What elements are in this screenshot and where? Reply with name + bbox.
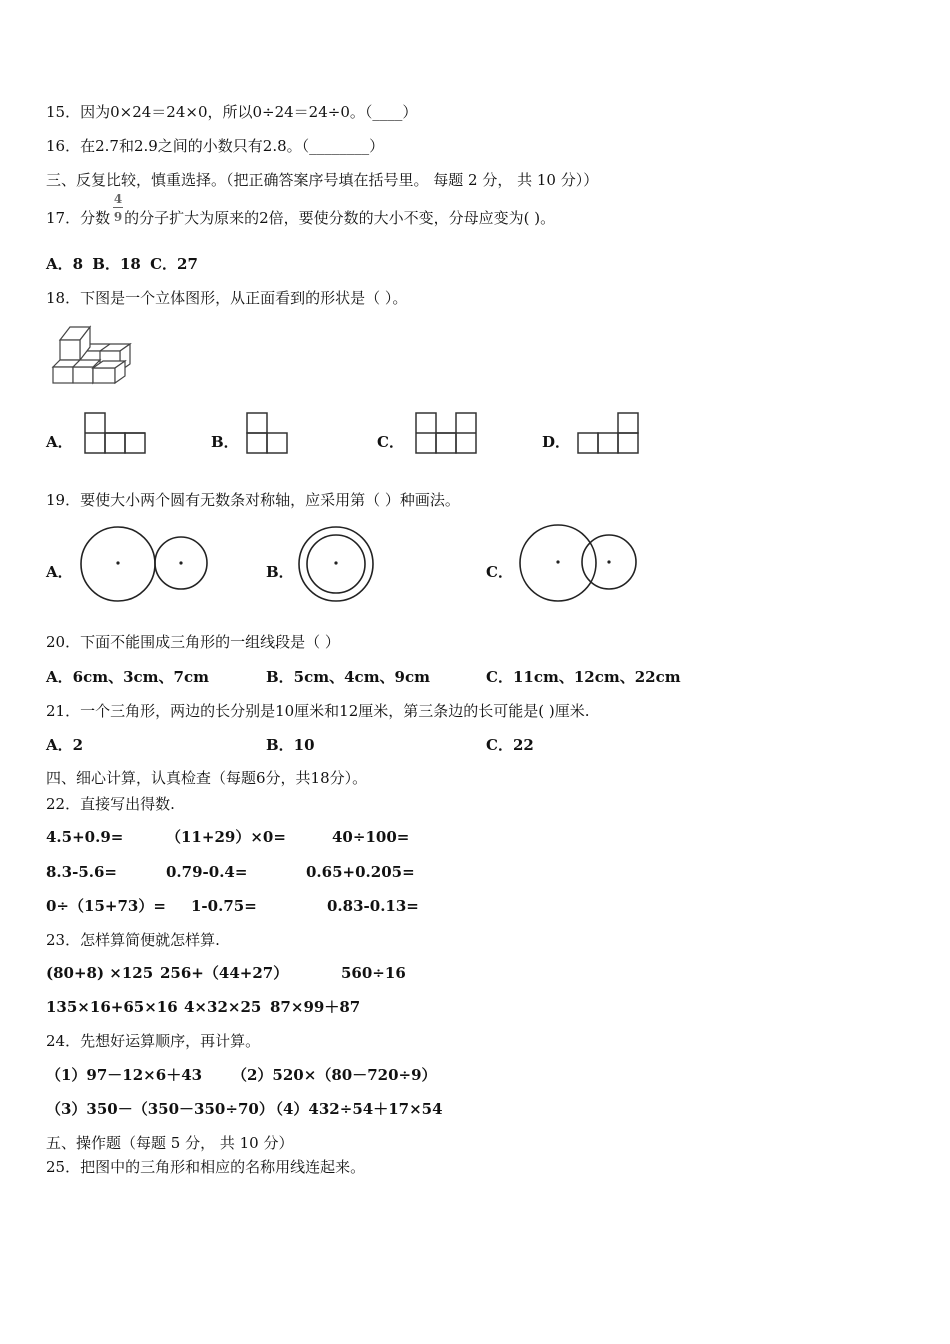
question-18: 18．下图是一个立体图形，从正面看到的形状是（ ）。 — [46, 289, 408, 307]
q22-expr: 4.5+0.9= — [46, 828, 124, 846]
q22-expr: 1-0.75= — [191, 897, 257, 915]
q23-expr: 256+（44+27） — [160, 964, 289, 982]
q23-expr: 135×16+65×16 — [46, 998, 178, 1016]
q21-option-a: A．2 — [46, 736, 84, 754]
q22-expr: （11+29）×0= — [166, 828, 286, 846]
q18-option-a-label: A． — [46, 433, 73, 451]
q18-option-d-label: D． — [542, 433, 571, 451]
q24-part-2: （2）520×（80－720÷9） — [232, 1066, 437, 1084]
q23-expr: 4×32×25 — [184, 998, 262, 1016]
q22-expr: 8.3-5.6= — [46, 863, 117, 881]
q19-option-c-label: C． — [486, 563, 513, 581]
q18-option-c-shape — [415, 412, 477, 454]
question-17-options: A．8 B．18 C．27 — [46, 255, 198, 273]
section-5-heading: 五、操作题（每题 5 分， 共 10 分） — [46, 1134, 294, 1152]
fraction-numerator: 4 — [113, 192, 123, 206]
question-24: 24．先想好运算顺序，再计算。 — [46, 1032, 261, 1050]
section-3-heading: 三、反复比较，慎重选择。（把正确答案序号填在括号里。 每题 2 分， 共 10 分）） — [46, 171, 599, 189]
solid-figure-drawing — [50, 324, 134, 384]
question-15: 15．因为0×24＝24×0，所以0÷24＝24÷0。（____） — [46, 103, 418, 121]
fraction-denominator: 9 — [113, 210, 123, 224]
q22-expr: 0.83-0.13= — [327, 897, 419, 915]
question-19: 19．要使大小两个圆有无数条对称轴，应采用第（ ）种画法。 — [46, 491, 460, 509]
q18-option-d-shape — [577, 412, 639, 454]
q20-option-b: B．5cm、4cm、9cm — [266, 668, 431, 686]
fraction-bar — [113, 207, 123, 208]
section-4-heading: 四、细心计算，认真检查（每题6分，共18分）。 — [46, 769, 368, 787]
question-16: 16．在2.7和2.9之间的小数只有2.8。（________） — [46, 137, 385, 155]
q18-option-b-shape — [246, 412, 288, 454]
question-17-suffix: 的分子扩大为原来的2倍，要使分数的大小不变，分母应变为( )。 — [124, 209, 556, 227]
q24-part-4: （4）432÷54＋17×54 — [268, 1100, 443, 1118]
q22-expr: 0.65+0.205= — [306, 863, 415, 881]
q22-expr: 0.79-0.4= — [166, 863, 248, 881]
q19-option-c-circles — [516, 522, 640, 604]
q20-option-c: C．11cm、12cm、22cm — [486, 668, 681, 686]
q19-option-b-label: B． — [266, 563, 294, 581]
q18-option-a-shape — [84, 412, 146, 454]
q19-option-a-label: A． — [46, 563, 73, 581]
question-20: 20．下面不能围成三角形的一组线段是（ ） — [46, 633, 340, 651]
q18-option-c-label: C． — [377, 433, 404, 451]
question-23: 23．怎样算简便就怎样算. — [46, 931, 220, 949]
q22-expr: 0÷（15+73）= — [46, 897, 166, 915]
q21-option-c: C．22 — [486, 736, 534, 754]
question-25: 25．把图中的三角形和相应的名称用线连起来。 — [46, 1158, 366, 1176]
q23-expr: (80+8) ×125 — [46, 964, 154, 982]
q23-expr: 87×99＋87 — [270, 998, 361, 1016]
q19-option-a-circles — [78, 524, 210, 604]
q22-expr: 40÷100= — [332, 828, 410, 846]
q23-expr: 560÷16 — [341, 964, 406, 982]
question-22: 22．直接写出得数. — [46, 795, 175, 813]
q18-option-b-label: B． — [211, 433, 239, 451]
q19-option-b-circles — [296, 524, 376, 604]
q24-part-3: （3）350－（350－350÷70） — [46, 1100, 274, 1118]
q24-part-1: （1）97－12×6＋43 — [46, 1066, 203, 1084]
q21-option-b: B．10 — [266, 736, 315, 754]
q20-option-a: A．6cm、3cm、7cm — [46, 668, 209, 686]
question-17-prefix: 17．分数 — [46, 209, 111, 227]
question-21: 21．一个三角形，两边的长分别是10厘米和12厘米，第三条边的长可能是( )厘米. — [46, 702, 590, 720]
